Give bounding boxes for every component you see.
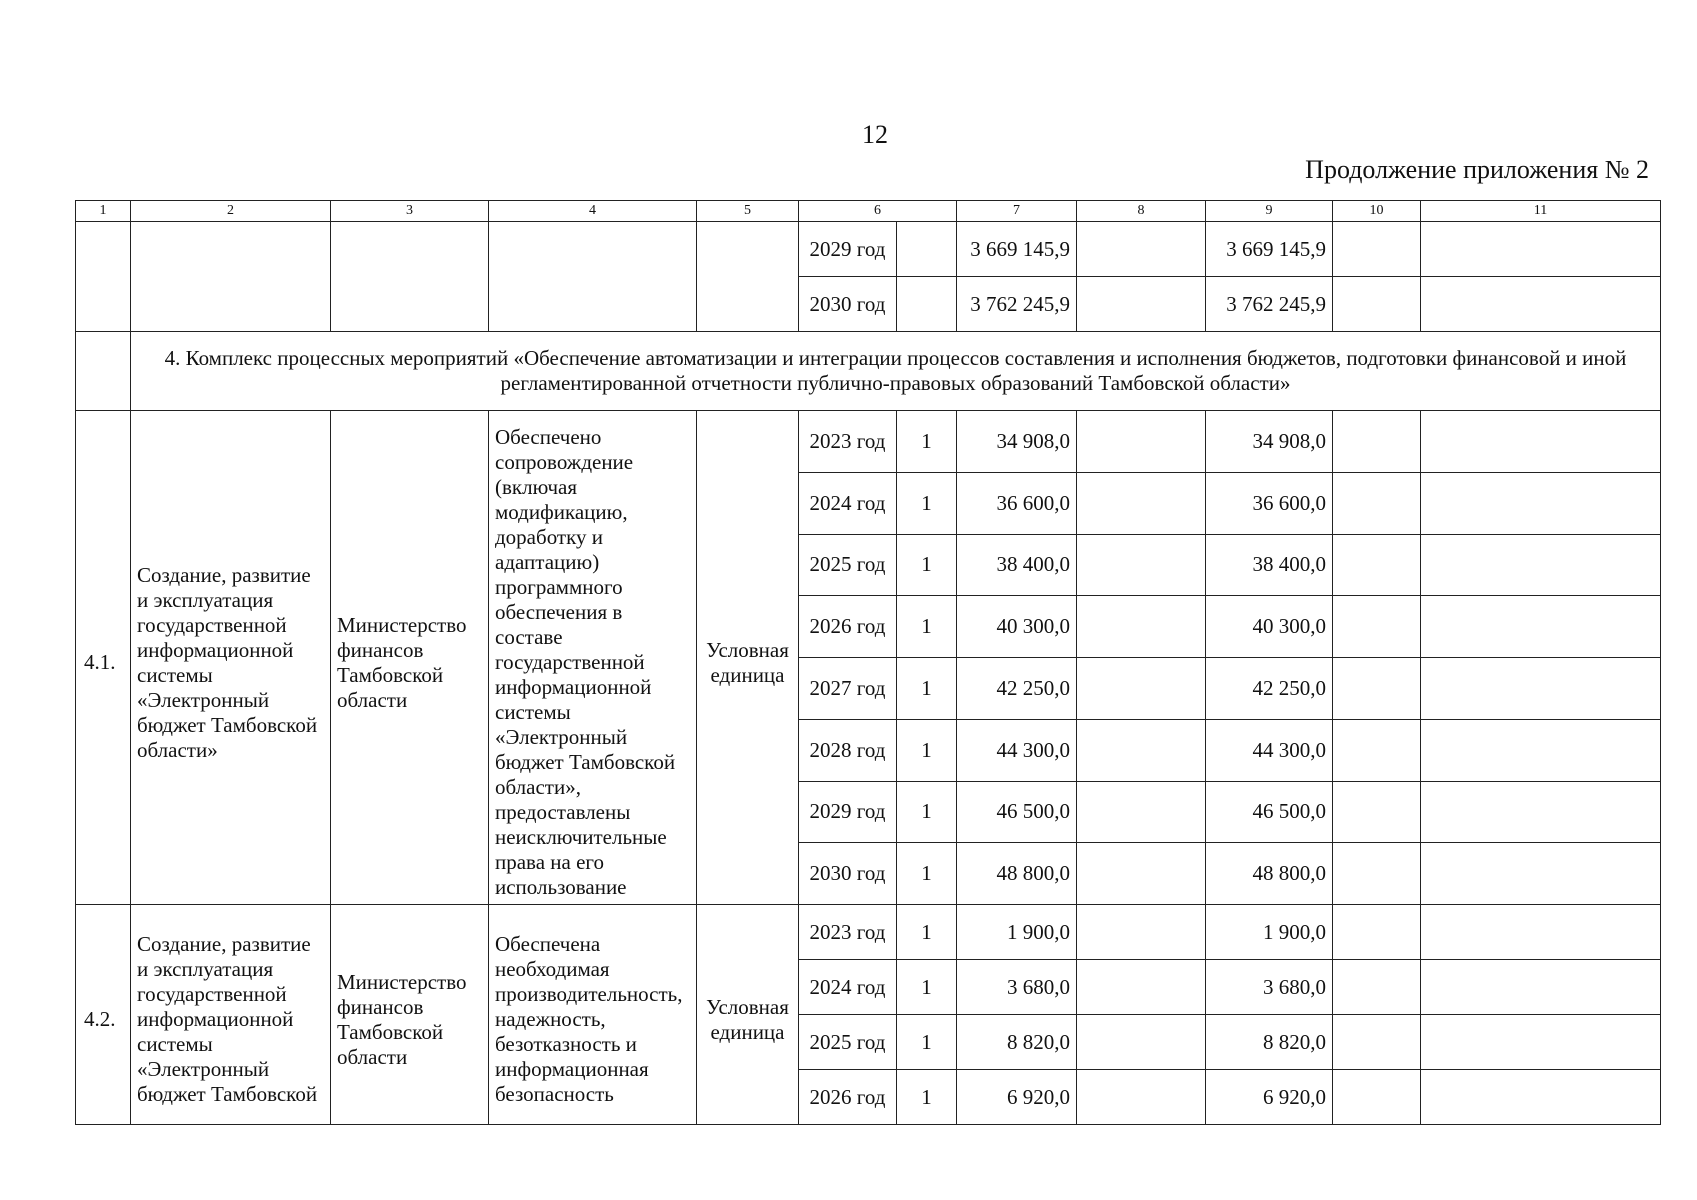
header-cell: 8	[1077, 201, 1206, 222]
year-cell: 2030 год	[799, 277, 897, 332]
year-cell: 2029 год	[799, 222, 897, 277]
amount-regional: 8 820,0	[1206, 1015, 1333, 1070]
amount-total: 46 500,0	[957, 781, 1077, 843]
indicator-value: 1	[897, 843, 957, 905]
header-cell: 1	[76, 201, 131, 222]
item-executor: Министерство финансов Тамбовской области	[331, 411, 489, 905]
amount-regional: 40 300,0	[1206, 596, 1333, 658]
amount-total: 3 669 145,9	[957, 222, 1077, 277]
year-cell: 2025 год	[799, 534, 897, 596]
item-unit: Условная единица	[697, 905, 799, 1125]
indicator-value: 1	[897, 658, 957, 720]
header-cell: 6	[799, 201, 957, 222]
amount-regional: 38 400,0	[1206, 534, 1333, 596]
section-title: 4. Комплекс процессных мероприятий «Обеспечение автоматизации и интеграции процессов составления и исполнения бюджетов, подготовки финансовой и иной регламентированной отчетности публично-правовых образований Тамбовской области»	[131, 332, 1661, 411]
indicator-value: 1	[897, 960, 957, 1015]
indicator-value: 1	[897, 596, 957, 658]
amount-total: 1 900,0	[957, 905, 1077, 960]
year-cell: 2028 год	[799, 719, 897, 781]
amount-total: 8 820,0	[957, 1015, 1077, 1070]
indicator-value: 1	[897, 781, 957, 843]
header-cell: 3	[331, 201, 489, 222]
year-cell: 2024 год	[799, 472, 897, 534]
amount-regional: 3 762 245,9	[1206, 277, 1333, 332]
table-row	[76, 905, 1661, 960]
header-cell: 2	[131, 201, 331, 222]
year-cell: 2025 год	[799, 1015, 897, 1070]
amount-regional: 36 600,0	[1206, 472, 1333, 534]
amount-regional: 1 900,0	[1206, 905, 1333, 960]
indicator-value: 1	[897, 1070, 957, 1125]
amount-regional: 6 920,0	[1206, 1070, 1333, 1125]
amount-regional: 3 680,0	[1206, 960, 1333, 1015]
header-cell: 9	[1206, 201, 1333, 222]
header-cell: 5	[697, 201, 799, 222]
item-code: 4.1.	[76, 411, 131, 905]
amount-regional: 3 669 145,9	[1206, 222, 1333, 277]
year-cell: 2026 год	[799, 1070, 897, 1125]
item-result: Обеспечено сопровождение (включая модификацию, доработку и адаптацию) программного обеспечения в составе государственной информационной системы «Электронный бюджет Тамбовской области», предоставлены неисключительные права на его использование	[489, 411, 697, 905]
amount-total: 3 680,0	[957, 960, 1077, 1015]
year-cell: 2023 год	[799, 411, 897, 473]
amount-total: 44 300,0	[957, 719, 1077, 781]
indicator-value: 1	[897, 1015, 957, 1070]
item-executor: Министерство финансов Тамбовской области	[331, 905, 489, 1125]
amount-total: 6 920,0	[957, 1070, 1077, 1125]
indicator-value: 1	[897, 534, 957, 596]
amount-regional: 42 250,0	[1206, 658, 1333, 720]
amount-total: 3 762 245,9	[957, 277, 1077, 332]
indicator-value: 1	[897, 411, 957, 473]
indicator-value: 1	[897, 719, 957, 781]
amount-total: 38 400,0	[957, 534, 1077, 596]
amount-total: 36 600,0	[957, 472, 1077, 534]
amount-total: 40 300,0	[957, 596, 1077, 658]
amount-regional: 48 800,0	[1206, 843, 1333, 905]
item-unit: Условная единица	[697, 411, 799, 905]
header-row	[76, 201, 1661, 222]
indicator-value: 1	[897, 905, 957, 960]
year-cell: 2026 год	[799, 596, 897, 658]
amount-total: 42 250,0	[957, 658, 1077, 720]
page-number: 12	[862, 120, 888, 149]
amount-regional: 46 500,0	[1206, 781, 1333, 843]
amount-total: 48 800,0	[957, 843, 1077, 905]
amount-regional: 34 908,0	[1206, 411, 1333, 473]
appendix-title: Продолжение приложения № 2	[1305, 155, 1649, 184]
year-cell: 2027 год	[799, 658, 897, 720]
header-cell: 11	[1421, 201, 1661, 222]
year-cell: 2029 год	[799, 781, 897, 843]
indicator-value: 1	[897, 472, 957, 534]
year-cell: 2023 год	[799, 905, 897, 960]
year-cell: 2024 год	[799, 960, 897, 1015]
year-cell: 2030 год	[799, 843, 897, 905]
section-row	[76, 332, 1661, 411]
budget-table	[75, 200, 1661, 1125]
header-cell: 7	[957, 201, 1077, 222]
amount-total: 34 908,0	[957, 411, 1077, 473]
item-code: 4.2.	[76, 905, 131, 1125]
amount-regional: 44 300,0	[1206, 719, 1333, 781]
table-row	[76, 411, 1661, 473]
item-name: Создание, развитие и эксплуатация государственной информационной системы «Электронный бюджет Тамбовской	[131, 905, 331, 1125]
table-row	[76, 222, 1661, 277]
item-result: Обеспечена необходимая производительность, надежность, безотказность и информационная безопасность	[489, 905, 697, 1125]
header-cell: 10	[1333, 201, 1421, 222]
item-name: Создание, развитие и эксплуатация государственной информационной системы «Электронный бюджет Тамбовской области»	[131, 411, 331, 905]
header-cell: 4	[489, 201, 697, 222]
